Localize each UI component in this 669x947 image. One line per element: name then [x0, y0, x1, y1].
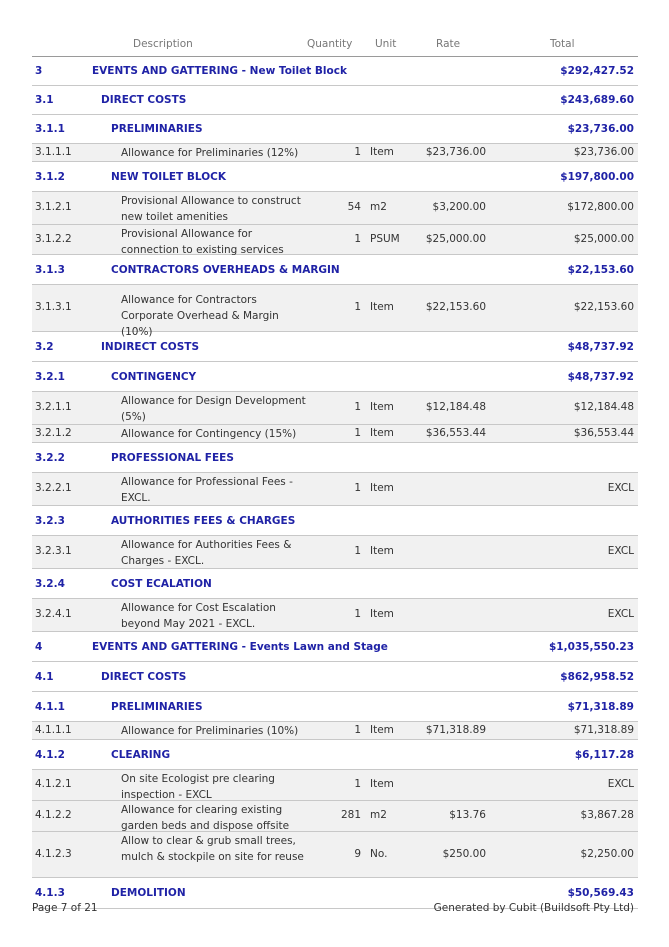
row-code: 3.2.1.2 — [35, 427, 72, 439]
row-quantity: 1 — [354, 401, 361, 413]
row-description: Allowance for Cost Escalation beyond May 2021 - EXCL. — [121, 602, 276, 630]
row-total: EXCL — [607, 608, 634, 620]
row-total: $71,318.89 — [567, 701, 634, 713]
row-total: $292,427.52 — [560, 65, 634, 77]
row-quantity: 1 — [354, 301, 361, 313]
row-total: $36,553.44 — [573, 427, 634, 439]
line-item-row — [32, 392, 638, 425]
row-code: 4.1.1.1 — [35, 724, 72, 736]
row-rate: $71,318.89 — [425, 724, 486, 736]
line-item-row — [32, 770, 638, 801]
row-description: NEW TOILET BLOCK — [111, 171, 226, 183]
row-total: $23,736.00 — [567, 123, 634, 135]
row-code: 4 — [35, 641, 43, 653]
row-code: 3.2.1.1 — [35, 401, 72, 413]
row-code: 4.1.2.3 — [35, 848, 72, 860]
row-description: AUTHORITIES FEES & CHARGES — [111, 515, 296, 527]
line-item-row — [32, 599, 638, 632]
section-row — [32, 692, 638, 722]
row-total: $22,153.60 — [567, 264, 634, 276]
row-rate: $23,736.00 — [425, 146, 486, 158]
row-rate: $22,153.60 — [425, 301, 486, 313]
row-code: 3.1.2.1 — [35, 201, 72, 213]
row-unit: Item — [370, 427, 394, 439]
line-item-row — [32, 832, 638, 878]
row-description: On site Ecologist pre clearing inspection - EXCL — [121, 773, 275, 801]
header-unit: Unit — [375, 38, 397, 50]
line-item-row — [32, 536, 638, 569]
row-total: EXCL — [607, 778, 634, 790]
row-description: Allowance for Design Development (5%) — [121, 395, 306, 423]
row-description: Allow to clear & grub small trees, mulch & stockpile on site for reuse — [121, 835, 304, 863]
row-code: 3.2.3 — [35, 515, 65, 527]
row-description: Allowance for Preliminaries (12%) — [121, 147, 299, 159]
row-code: 3.1.1 — [35, 123, 65, 135]
line-item-row — [32, 473, 638, 506]
row-code: 3.1.3 — [35, 264, 65, 276]
row-description: Provisional Allowance for connection to existing services — [121, 228, 284, 256]
page-number: Page 7 of 21 — [32, 902, 98, 914]
row-description: Allowance for Authorities Fees & Charges - EXCL. — [121, 539, 292, 567]
row-code: 4.1 — [35, 671, 54, 683]
row-total: $23,736.00 — [573, 146, 634, 158]
row-code: 3.1.2 — [35, 171, 65, 183]
line-item-row — [32, 285, 638, 338]
row-total: $22,153.60 — [573, 301, 634, 313]
row-description: Provisional Allowance to construct new toilet amenities — [121, 195, 301, 223]
row-total: $243,689.60 — [560, 94, 634, 106]
row-quantity: 1 — [354, 724, 361, 736]
row-unit: Item — [370, 301, 394, 313]
row-code: 3.1 — [35, 94, 54, 106]
section-row — [32, 569, 638, 599]
row-code: 3.2 — [35, 341, 54, 353]
header-total: Total — [550, 38, 575, 50]
row-code: 4.1.2 — [35, 749, 65, 761]
row-description: PROFESSIONAL FEES — [111, 452, 234, 464]
row-quantity: 1 — [354, 233, 361, 245]
row-rate: $12,184.48 — [425, 401, 486, 413]
row-code: 3.2.2.1 — [35, 482, 72, 494]
cost-plan-page — [32, 0, 638, 909]
section-row — [32, 255, 638, 285]
row-unit: m2 — [370, 809, 387, 821]
row-description: DEMOLITION — [111, 887, 186, 899]
row-unit: Item — [370, 778, 394, 790]
row-quantity: 1 — [354, 778, 361, 790]
row-unit: PSUM — [370, 233, 400, 245]
row-quantity: 1 — [354, 146, 361, 158]
row-total: $197,800.00 — [560, 171, 634, 183]
row-total: $50,569.43 — [567, 887, 634, 899]
row-unit: Item — [370, 401, 394, 413]
section-row — [32, 332, 638, 362]
row-total: EXCL — [607, 545, 634, 557]
row-quantity: 1 — [354, 427, 361, 439]
row-total: $1,035,550.23 — [548, 641, 634, 653]
row-total: $172,800.00 — [567, 201, 634, 213]
table-header — [32, 0, 638, 57]
row-description: CONTRACTORS OVERHEADS & MARGIN — [111, 264, 340, 276]
line-item-row — [32, 425, 638, 443]
row-total: $862,958.52 — [560, 671, 634, 683]
row-code: 3.1.2.2 — [35, 233, 72, 245]
section-row — [32, 362, 638, 392]
row-total: $25,000.00 — [573, 233, 634, 245]
row-unit: Item — [370, 724, 394, 736]
section-row — [32, 57, 638, 86]
row-description: INDIRECT COSTS — [101, 341, 200, 353]
row-description: COST ECALATION — [111, 578, 212, 590]
row-total: $12,184.48 — [573, 401, 634, 413]
row-rate: $3,200.00 — [432, 201, 486, 213]
row-total: $6,117.28 — [574, 749, 634, 761]
line-item-row — [32, 722, 638, 740]
row-unit: Item — [370, 146, 394, 158]
row-quantity: 9 — [354, 848, 361, 860]
row-code: 3.2.4 — [35, 578, 65, 590]
row-quantity: 1 — [354, 608, 361, 620]
section-row — [32, 443, 638, 473]
row-rate: $250.00 — [442, 848, 486, 860]
row-code: 3.2.3.1 — [35, 545, 72, 557]
row-description: EVENTS AND GATTERING - Events Lawn and Stage — [92, 641, 388, 653]
line-item-row — [32, 192, 638, 225]
section-row — [32, 162, 638, 192]
row-code: 3.1.3.1 — [35, 301, 72, 313]
row-description: Allowance for Professional Fees - EXCL. — [121, 476, 293, 504]
header-rate: Rate — [436, 38, 461, 50]
row-description: DIRECT COSTS — [101, 671, 187, 683]
section-row — [32, 86, 638, 115]
row-code: 4.1.3 — [35, 887, 65, 899]
row-unit: Item — [370, 545, 394, 557]
row-description: Allowance for Preliminaries (10%) — [121, 725, 299, 737]
row-quantity: 1 — [354, 545, 361, 557]
row-description: EVENTS AND GATTERING - New Toilet Block — [92, 65, 347, 77]
row-description: PRELIMINARIES — [111, 123, 203, 135]
section-row — [32, 662, 638, 692]
row-quantity: 1 — [354, 482, 361, 494]
header-description: Description — [133, 38, 193, 50]
section-row — [32, 506, 638, 536]
line-item-row — [32, 225, 638, 255]
header-quantity: Quantity — [307, 38, 353, 50]
row-code: 3.2.2 — [35, 452, 65, 464]
row-rate: $36,553.44 — [425, 427, 486, 439]
row-code: 3 — [35, 65, 43, 77]
row-unit: Item — [370, 482, 394, 494]
line-item-row — [32, 144, 638, 162]
row-description: DIRECT COSTS — [101, 94, 187, 106]
row-quantity: 281 — [340, 809, 361, 821]
generated-by: Generated by Cubit (Buildsoft Pty Ltd) — [433, 902, 634, 914]
row-quantity: 54 — [347, 201, 361, 213]
row-unit: No. — [370, 848, 388, 860]
row-unit: m2 — [370, 201, 387, 213]
row-rate: $25,000.00 — [425, 233, 486, 245]
row-description: CONTINGENCY — [111, 371, 197, 383]
line-item-row — [32, 801, 638, 832]
row-code: 3.1.1.1 — [35, 146, 72, 158]
row-description: PRELIMINARIES — [111, 701, 203, 713]
section-row — [32, 632, 638, 662]
row-code: 4.1.2.1 — [35, 778, 72, 790]
section-row — [32, 740, 638, 770]
row-code: 3.2.1 — [35, 371, 65, 383]
row-description: Allowance for Contingency (15%) — [121, 428, 297, 440]
row-description: Allowance for clearing existing garden beds and dispose offsite — [121, 804, 290, 832]
row-code: 4.1.2.2 — [35, 809, 72, 821]
row-description: CLEARING — [111, 749, 171, 761]
row-code: 4.1.1 — [35, 701, 65, 713]
row-description: Allowance for Contractors Corporate Overhead & Margin (10%) — [121, 294, 279, 338]
row-total: EXCL — [607, 482, 634, 494]
row-code: 3.2.4.1 — [35, 608, 72, 620]
cost-table-body — [32, 57, 638, 909]
row-total: $48,737.92 — [567, 371, 634, 383]
row-total: $3,867.28 — [580, 809, 634, 821]
row-total: $71,318.89 — [573, 724, 634, 736]
row-total: $48,737.92 — [567, 341, 634, 353]
row-unit: Item — [370, 608, 394, 620]
section-row — [32, 115, 638, 144]
row-rate: $13.76 — [449, 809, 486, 821]
row-total: $2,250.00 — [580, 848, 634, 860]
